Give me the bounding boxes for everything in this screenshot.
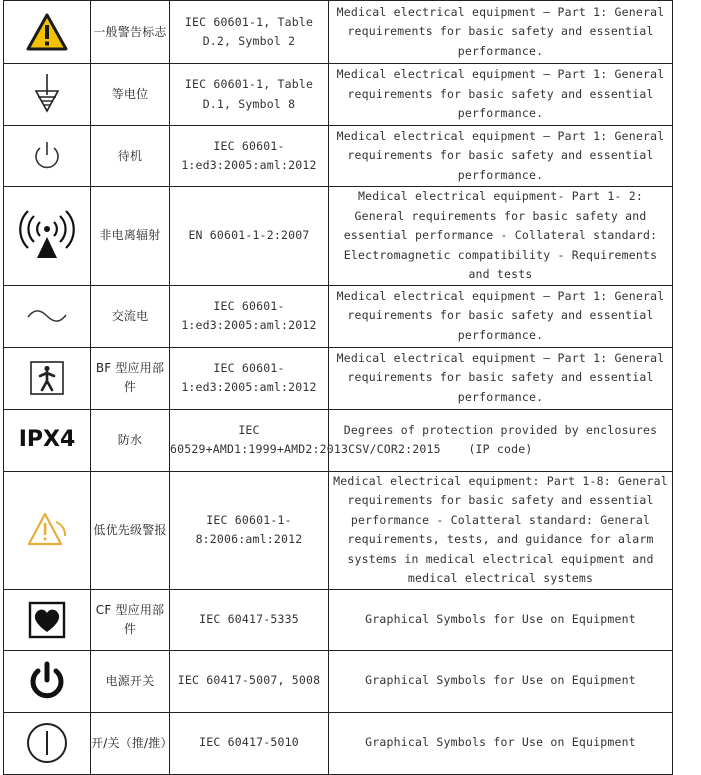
- icon-cell: [4, 409, 91, 471]
- symbol-name: 待机: [91, 126, 170, 187]
- symbol-standard: IEC 60601-1:ed3:2005:aml:2012: [170, 126, 329, 187]
- table-row: [4, 1, 673, 64]
- symbol-description: Medical electrical equipment — Part 1: General requirements for basic safety and essential performance.: [329, 285, 673, 347]
- icon-cell: [4, 589, 91, 650]
- symbol-name: 低优先级警报: [91, 471, 170, 589]
- table-row: [4, 347, 673, 409]
- low-priority-alarm-icon: [25, 510, 69, 550]
- table-row: [4, 471, 673, 589]
- non-ionizing-radiation-icon: [19, 211, 75, 261]
- symbol-standard: IEC 60601-1:ed3:2005:aml:2012: [170, 347, 329, 409]
- symbol-name: 等电位: [91, 64, 170, 126]
- power-switch-icon: [26, 660, 68, 702]
- symbol-description: Graphical Symbols for Use on Equipment: [329, 650, 673, 712]
- symbol-name: 一般警告标志: [91, 1, 170, 64]
- icon-cell: [4, 712, 91, 774]
- type-bf-applied-part-icon: [29, 360, 65, 396]
- symbol-standard: IEC 60601-1, Table D.1, Symbol 8: [170, 64, 329, 126]
- symbol-name: BF 型应用部件: [91, 347, 170, 409]
- symbol-description: Graphical Symbols for Use on Equipment: [329, 712, 673, 774]
- general-warning-icon: [25, 12, 69, 52]
- symbol-standard: IEC 60601-1-8:2006:aml:2012: [170, 471, 329, 589]
- symbol-description: Medical electrical equipment — Part 1: General requirements for basic safety and essential performance.: [329, 1, 673, 64]
- symbol-description: Graphical Symbols for Use on Equipment: [329, 589, 673, 650]
- icon-cell: [4, 471, 91, 589]
- symbol-description: Medical electrical equipment: Part 1-8: General requirements for basic safety and essential performance - Colatteral standard: General requirements, tests, and guidance for alarm systems in medical electrical equipment and medical electrical systems: [329, 471, 673, 589]
- symbol-name: 防水: [91, 409, 170, 471]
- symbol-description: Degrees of protection provided by enclosures (IP code): [329, 409, 673, 471]
- equipotential-icon: [32, 73, 62, 117]
- symbol-standard: IEC 60601-1:ed3:2005:aml:2012: [170, 285, 329, 347]
- symbol-name: 非电离辐射: [91, 187, 170, 286]
- symbol-name: CF 型应用部件: [91, 589, 170, 650]
- icon-cell: [4, 650, 91, 712]
- icon-cell: [4, 126, 91, 187]
- symbol-standard: EN 60601-1-2:2007: [170, 187, 329, 286]
- ipx4-text-icon: IPX4: [18, 427, 76, 453]
- icon-cell: [4, 187, 91, 286]
- symbol-name: 电源开关: [91, 650, 170, 712]
- on-off-push-icon: [25, 721, 69, 765]
- table-row: [4, 589, 673, 650]
- symbol-description: Medical electrical equipment- Part 1- 2: General requirements for basic safety and essential performance - Collateral standard: Electromagnetic compatibility - Requirements and tests: [329, 187, 673, 286]
- symbols-table: [3, 0, 673, 775]
- icon-cell: [4, 285, 91, 347]
- symbol-description: Medical electrical equipment — Part 1: General requirements for basic safety and essential performance.: [329, 126, 673, 187]
- type-cf-applied-part-icon: [28, 601, 66, 639]
- alternating-current-icon: [26, 309, 68, 323]
- table-row: [4, 126, 673, 187]
- symbol-name: 交流电: [91, 285, 170, 347]
- table-row: [4, 650, 673, 712]
- table-row: [4, 285, 673, 347]
- table-row: [4, 64, 673, 126]
- symbol-standard: IEC 60417-5010: [170, 712, 329, 774]
- symbol-standard: IEC 60417-5007, 5008: [170, 650, 329, 712]
- table-row: [4, 712, 673, 774]
- icon-cell: [4, 347, 91, 409]
- symbol-standard: IEC 60529+AMD1:1999+AMD2:2013CSV/COR2:2015: [170, 409, 329, 471]
- icon-cell: [4, 1, 91, 64]
- symbol-description: Medical electrical equipment — Part 1: General requirements for basic safety and essential performance.: [329, 64, 673, 126]
- symbol-standard: IEC 60417-5335: [170, 589, 329, 650]
- symbol-name: 开/关（推/推）: [91, 712, 170, 774]
- table-row: [4, 409, 673, 471]
- standby-icon: [30, 139, 64, 173]
- icon-cell: [4, 64, 91, 126]
- table-row: [4, 187, 673, 286]
- symbol-standard: IEC 60601-1, Table D.2, Symbol 2: [170, 1, 329, 64]
- symbol-description: Medical electrical equipment — Part 1: General requirements for basic safety and essential performance.: [329, 347, 673, 409]
